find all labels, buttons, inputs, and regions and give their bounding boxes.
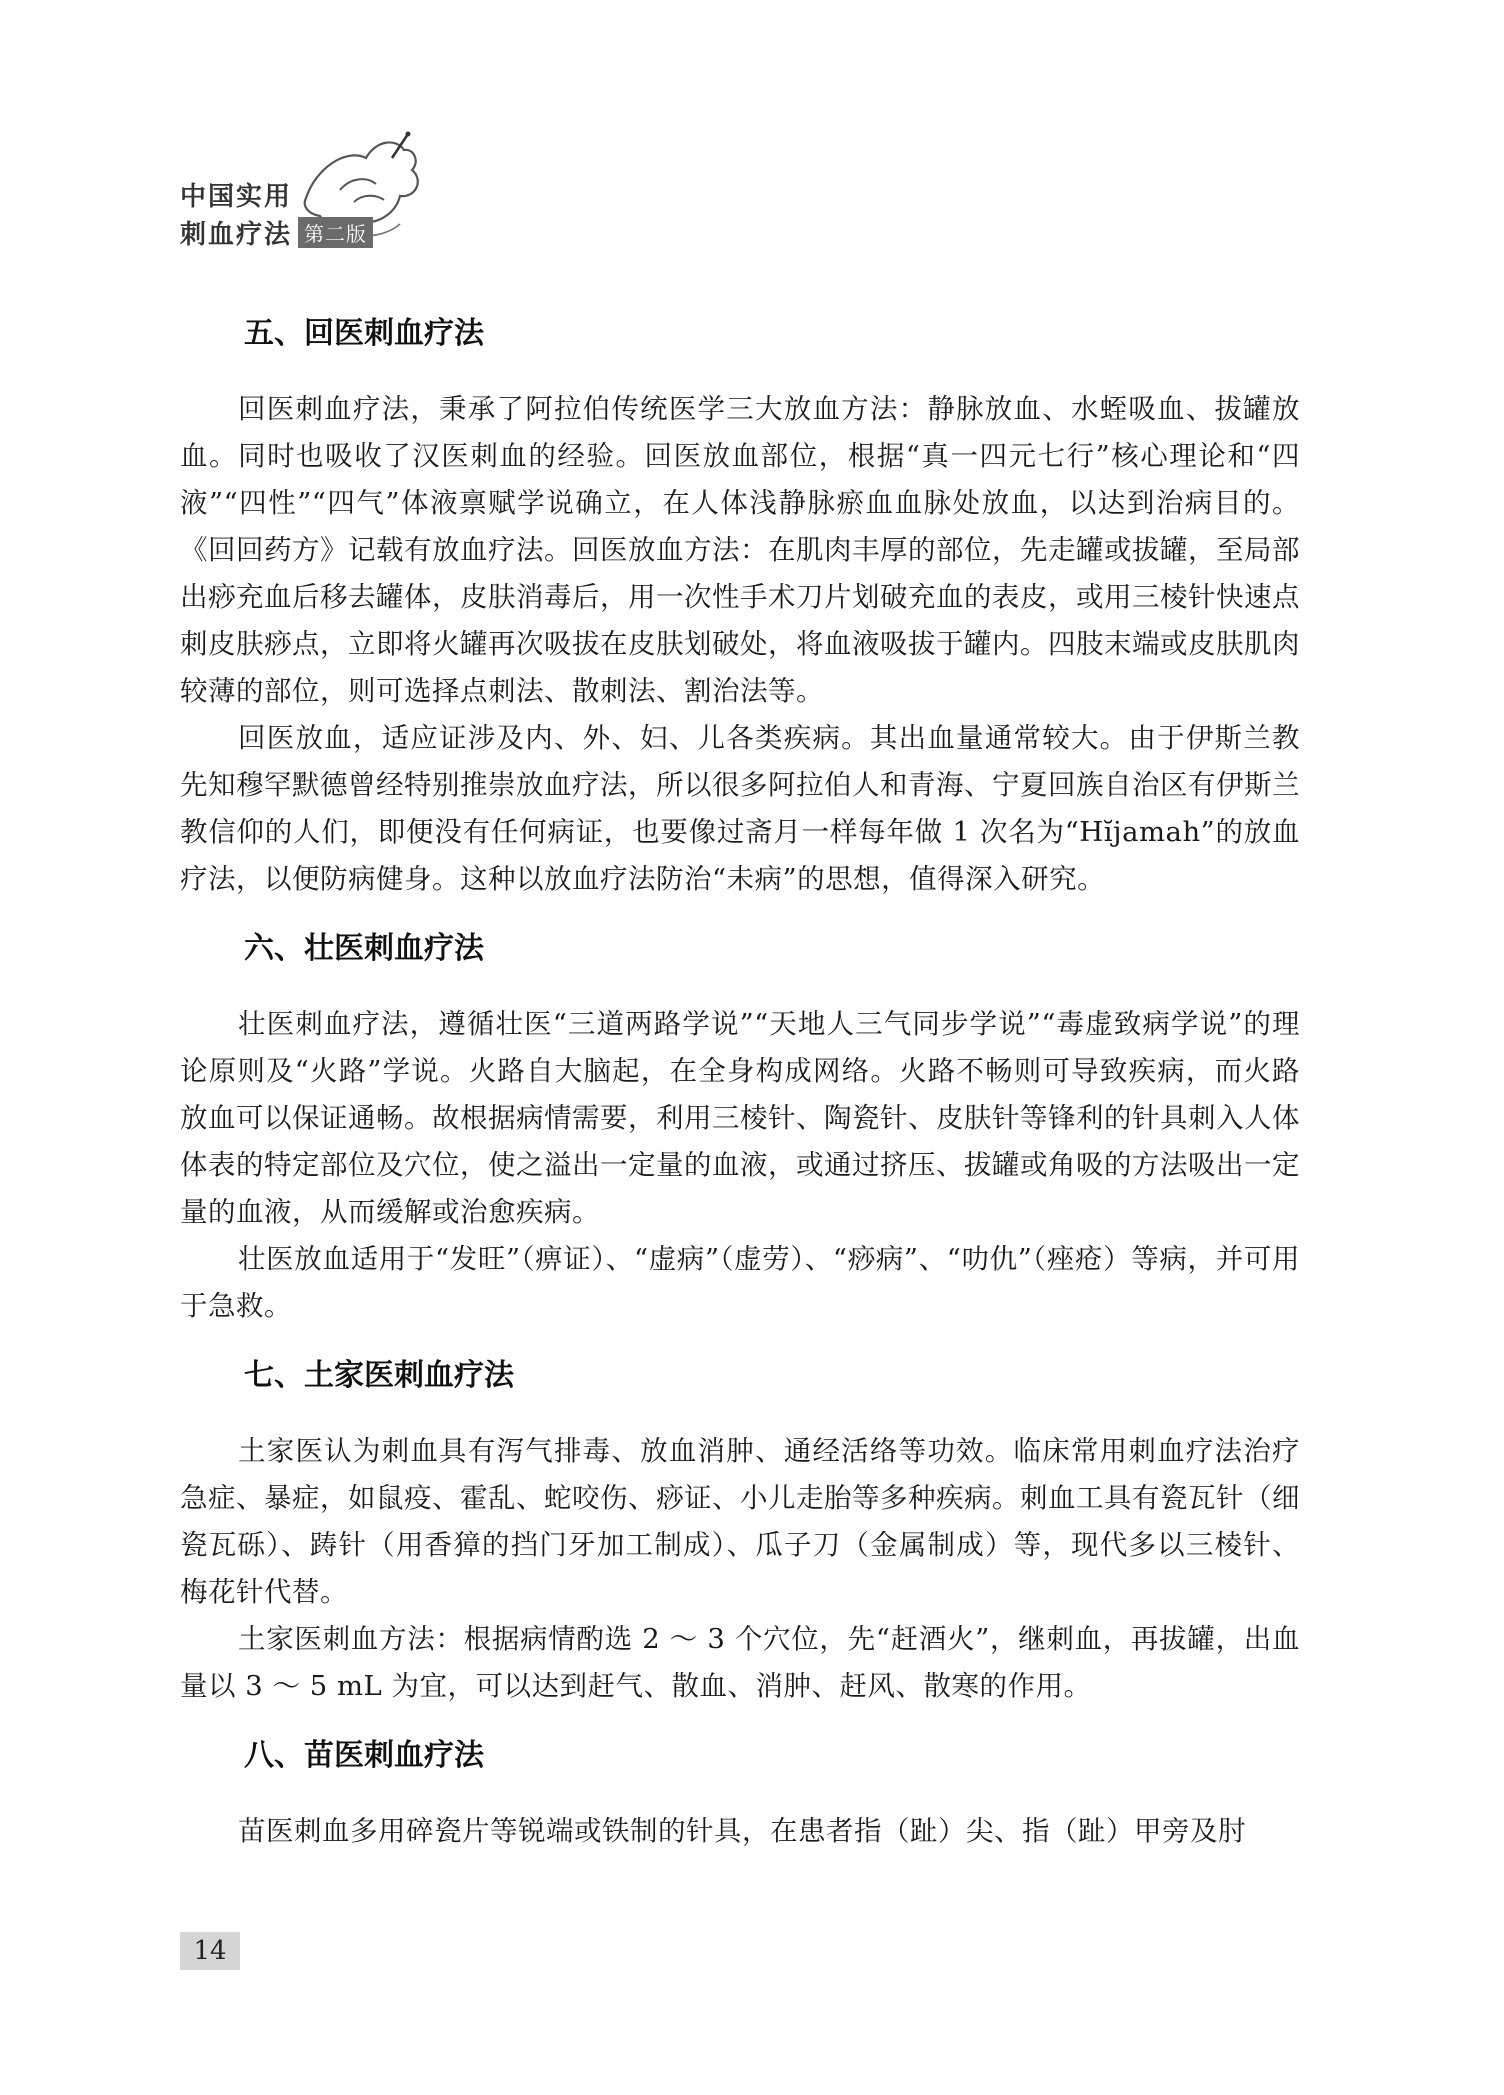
section-hui-medicine (180, 310, 1300, 903)
section-heading: 七、土家医刺血疗法 (244, 1358, 514, 1393)
page-body (180, 310, 1300, 1877)
paragraph: 土家医认为刺血具有泻气排毒、放血消肿、通经活络等功效。临床常用刺血疗法治疗急症、暴症，如鼠疫、霍乱、蛇咬伤、痧证、小儿走胎等多种疾病。刺血工具有瓷瓦针（细瓷瓦砾）、踌针（用香獐的挡门牙加工制成）、瓜子刀（金属制成）等，现代多以三棱针、梅花针代替。 (180, 1435, 1300, 1608)
page-number: 14 (180, 1932, 240, 1970)
paragraph: 回医放血，适应证涉及内、外、妇、儿各类疾病。其出血量通常较大。由于伊斯兰教先知穆罕默德曾经特别推崇放血疗法，所以很多阿拉伯人和青海、宁夏回族自治区有伊斯兰教信仰的人们，即便没有任何病证，也要像过斋月一样每年做 1 次名为“Hĭjamah”的放血疗法，以便防病健身。这种以放血疗法防治“未病”的思想，值得深入研究。 (180, 722, 1300, 895)
paragraph: 壮医刺血疗法，遵循壮医“三道两路学说”“天地人三气同步学说”“毒虚致病学说”的理论原则及“火路”学说。火路自大脑起，在全身构成网络。火路不畅则可导致疾病，而火路放血可以保证通畅。故根据病情需要，利用三棱针、陶瓷针、皮肤针等锋利的针具刺入人体体表的特定部位及穴位，使之溢出一定量的血液，或通过挤压、拔罐或角吸的方法吸出一定量的血液，从而缓解或治愈疾病。 (180, 1008, 1300, 1228)
section-heading: 五、回医刺血疗法 (244, 316, 484, 351)
paragraph: 土家医刺血方法：根据病情酌选 2 ～ 3 个穴位，先“赶酒火”，继刺血，再拔罐，出血量以 3 ～ 5 mL 为宜，可以达到赶气、散血、消肿、赶风、散寒的作用。 (180, 1623, 1300, 1702)
section-miao-medicine (180, 1732, 1300, 1855)
section-zhuang-medicine (180, 925, 1300, 1330)
running-header (180, 128, 420, 258)
section-tujia-medicine (180, 1352, 1300, 1710)
paragraph: 苗医刺血多用碎瓷片等锐端或铁制的针具，在患者指（趾）尖、指（趾）甲旁及肘 (238, 1815, 1246, 1847)
edition-badge: 第二版 (298, 217, 373, 248)
book-title-line1: 中国实用 (180, 182, 293, 212)
paragraph: 壮医放血适用于“发旺”（痹证）、“虚病”（虚劳）、“痧病”、“叻仇”（痤疮）等病，并可用于急救。 (180, 1243, 1300, 1322)
book-title-line2-text: 刺血疗法 (180, 220, 293, 250)
book-title-line2 (180, 214, 373, 251)
section-heading: 八、苗医刺血疗法 (244, 1738, 484, 1773)
paragraph: 回医刺血疗法，秉承了阿拉伯传统医学三大放血方法：静脉放血、水蛭吸血、拔罐放血。同时也吸收了汉医刺血的经验。回医放血部位，根据“真一四元七行”核心理论和“四液”“四性”“四气”体液禀赋学说确立，在人体浅静脉瘀血血脉处放血，以达到治病目的。《回回药方》记载有放血疗法。回医放血方法：在肌肉丰厚的部位，先走罐或拔罐，至局部出痧充血后移去罐体，皮肤消毒后，用一次性手术刀片划破充血的表皮，或用三棱针快速点刺皮肤痧点，立即将火罐再次吸拔在皮肤划破处，将血液吸拔于罐内。四肢末端或皮肤肌肉较薄的部位，则可选择点刺法、散刺法、割治法等。 (180, 393, 1300, 707)
section-heading: 六、壮医刺血疗法 (244, 931, 484, 966)
